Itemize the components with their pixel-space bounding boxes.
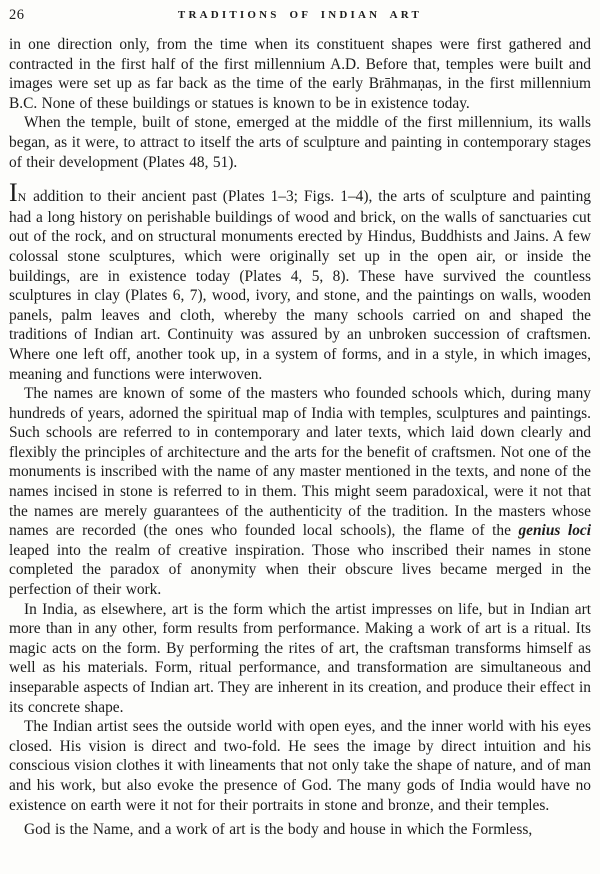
paragraph-names	[9, 384, 591, 600]
paragraph-in-india: In India, as elsewhere, art is the form which the artist impresses on life, but in Indian art more than in any other, form results from performance. Making a work of art is a ritual. Its magic acts on the form. By performing the rites of art, the craftsman transforms himself as well as his materials. Form, ritual performance, and transformation are simultaneous and inseparable aspects of Indian art. They are inherent in its creation, and produce their effect in its concrete shape.	[9, 600, 591, 716]
page-body	[9, 35, 591, 840]
small-cap-letter: N	[17, 190, 28, 205]
italic-phrase-genius-loci: genius loci	[518, 522, 591, 540]
names-text-after: leaped into the realm of creative inspiration. Those who inscribed their names in stone completed the paradox of anonymity when their obscure lives became merged in the perfection of their work.	[9, 541, 591, 599]
section-opening-text: addition to their ancient past (Plates 1–3; Figs. 1–4), the arts of sculpture and painting had a long history on perishable buildings of wood and brick, on the walls of sanctuaries cut out of the rock, and on structural monuments erected by Hindus, Buddhists and Jains. A few colossal stone sculptures, which were originally set up in the open air, or inside the buildings, are in existence today (Plates 4, 5, 8). These have survived the countless sculptures in clay (Plates 6, 7), wood, ivory, and stone, and the paintings on walls, wooden panels, palm leaves and cloth, whereby the many schools carried on and shaped the traditions of Indian art. Continuity was assured by an unbroken succession of craftsmen. Where one left off, another took up, in a system of forms, and in a style, in which images, meaning and functions were interwoven.	[9, 188, 591, 383]
running-head	[9, 6, 591, 28]
paragraph-god-name: God is the Name, and a work of art is the body and house in which the Formless,	[24, 821, 533, 839]
paragraph-continuation: in one direction only, from the time when its constituent shapes were first gathered and contracted in the first half of the first millennium A.D. Before that, temples were built and images were set up as far back as the time of the early Brāhmaṇas, in the first millennium B.C. None of these buildings or statues is known to be in existence today.	[9, 36, 591, 112]
names-text-before: The names are known of some of the masters who founded schools which, during many hundreds of years, adorned the spiritual map of India with temples, sculptures and paintings. Such schools are referred to in contemporary and later texts, which laid down clearly and flexibly the principles of architecture and the arts for the benefit of craftsmen. Not one of the monuments is inscribed with the name of any master mentioned in the texts, and none of the names incised in stone is referred to in them. This might seem paradoxical, were it not that the names are merely guarantees of the authenticity of the tradition. In the masters whose names are recorded (the ones who founded local schools), the flame of the	[9, 385, 591, 540]
running-title: TRADITIONS OF INDIAN ART	[177, 9, 423, 21]
initial-capital: I	[9, 178, 18, 208]
paragraph-when-temple: When the temple, built of stone, emerged at the middle of the first millennium, its walls began, as it were, to attract to itself the arts of sculpture and painting in contemporary stages of their development (Plates 48, 51).	[9, 114, 591, 171]
paragraph-section-opening	[9, 178, 591, 384]
page-number: 26	[9, 7, 25, 23]
paragraph-indian-artist: The Indian artist sees the outside world with open eyes, and the inner world with his eyes closed. His vision is direct and two-fold. He sees the image by direct intuition and his conscious vision clothes it with lineaments that not only take the shape of nature, and of man and his work, but also evoke the presence of God. The many gods of India would have no existence on earth were it not for their portraits in stone and bronze, and their temples.	[9, 718, 591, 814]
